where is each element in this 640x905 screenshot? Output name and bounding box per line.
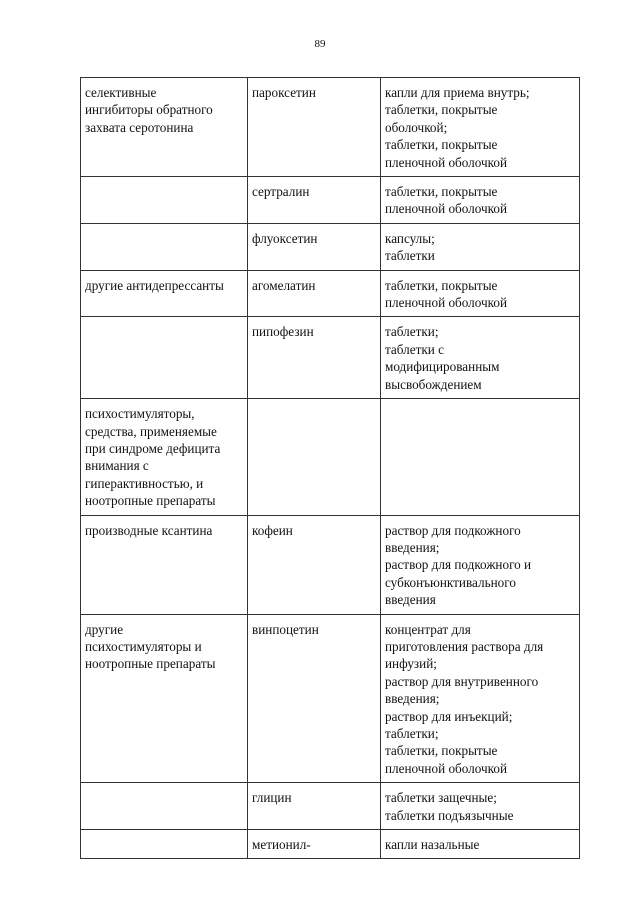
substance-cell: метионил- xyxy=(248,830,381,859)
group-cell xyxy=(81,177,248,224)
substance-cell: глицин xyxy=(248,783,381,830)
substance-cell: винпоцетин xyxy=(248,614,381,783)
substance-cell xyxy=(248,399,381,515)
dosage-forms-cell: таблетки; таблетки с модифицированным высвобождением xyxy=(381,317,580,399)
dosage-forms-cell: капли для приема внутрь; таблетки, покрытые оболочкой; таблетки, покрытые пленочной оболочкой xyxy=(381,78,580,177)
table-row xyxy=(81,783,580,830)
group-cell: другие психостимуляторы и ноотропные препараты xyxy=(81,614,248,783)
substance-cell: пароксетин xyxy=(248,78,381,177)
table-row xyxy=(81,614,580,783)
table-row xyxy=(81,317,580,399)
group-cell xyxy=(81,783,248,830)
table-row xyxy=(81,830,580,859)
substance-cell: сертралин xyxy=(248,177,381,224)
group-cell: психостимуляторы, средства, применяемые при синдроме дефицита внимания с гиперактивностью, и ноотропные препараты xyxy=(81,399,248,515)
dosage-forms-cell: таблетки защечные; таблетки подъязычные xyxy=(381,783,580,830)
substance-cell: флуоксетин xyxy=(248,223,381,270)
group-cell xyxy=(81,317,248,399)
group-cell: другие антидепрессанты xyxy=(81,270,248,317)
substance-cell: агомелатин xyxy=(248,270,381,317)
group-cell xyxy=(81,223,248,270)
dosage-forms-cell: раствор для подкожного введения; раствор для подкожного и субконъюнктивального введения xyxy=(381,515,580,614)
dosage-forms-cell: таблетки, покрытые пленочной оболочкой xyxy=(381,270,580,317)
dosage-forms-cell: капсулы; таблетки xyxy=(381,223,580,270)
table-row xyxy=(81,270,580,317)
dosage-forms-cell: концентрат для приготовления раствора для инфузий; раствор для внутривенного введения; раствор для инъекций; таблетки; таблетки, покрытые пленочной оболочкой xyxy=(381,614,580,783)
table-row xyxy=(81,399,580,515)
group-cell xyxy=(81,830,248,859)
table-row xyxy=(81,515,580,614)
substance-cell: кофеин xyxy=(248,515,381,614)
group-cell: селективные ингибиторы обратного захвата серотонина xyxy=(81,78,248,177)
table-row xyxy=(81,78,580,177)
drug-table xyxy=(80,77,580,859)
dosage-forms-cell: таблетки, покрытые пленочной оболочкой xyxy=(381,177,580,224)
group-cell: производные ксантина xyxy=(81,515,248,614)
table-row xyxy=(81,177,580,224)
table-row xyxy=(81,223,580,270)
substance-cell: пипофезин xyxy=(248,317,381,399)
page-number: 89 xyxy=(314,38,326,50)
dosage-forms-cell: капли назальные xyxy=(381,830,580,859)
dosage-forms-cell xyxy=(381,399,580,515)
